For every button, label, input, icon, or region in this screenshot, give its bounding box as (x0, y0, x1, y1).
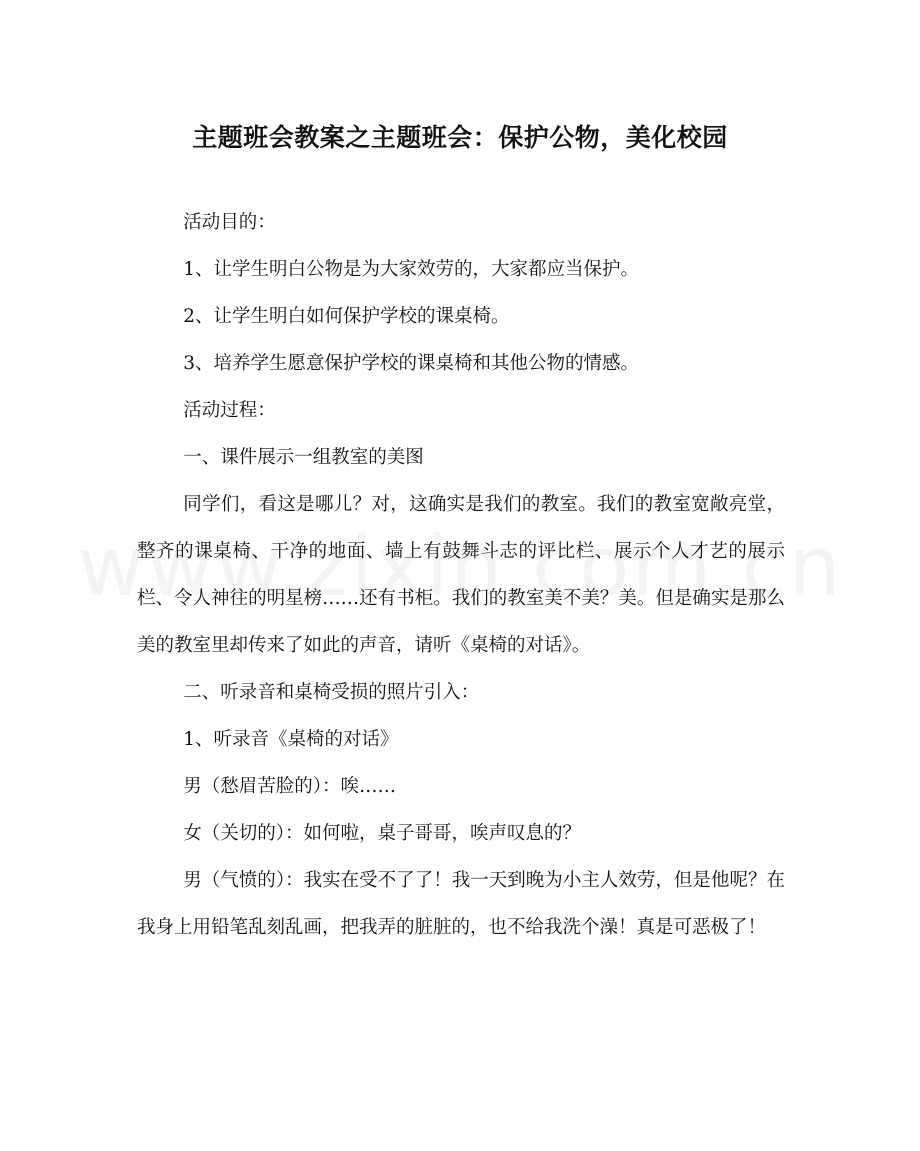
paragraph-listen-recording: 1、听录音《桌椅的对话》 (183, 729, 399, 750)
paragraph-activity-goal-heading: 活动目的： (183, 212, 276, 233)
paragraph-goal-1: 1、让学生明白公物是为大家效劳的，大家都应当保护。 (183, 259, 640, 280)
paragraph-dialogue-1: 男（愁眉苦脸的）：唉…… (183, 776, 397, 797)
document-body (137, 199, 785, 951)
paragraph-section-1-heading: 一、课件展示一组教室的美图 (183, 447, 424, 468)
paragraph-dialogue-2: 女（关切的）：如何啦，桌子哥哥，唉声叹息的？ (183, 823, 582, 844)
paragraph-classroom-description: 同学们，看这是哪儿？对，这确实是我们的教室。我们的教室宽敞亮堂，整齐的课桌椅、干净的地面、墙上有鼓舞斗志的评比栏、展示个人才艺的展示栏、令人神往的明星榜……还有书柜。我们的教室美不美？美。但是确实是那么美的教室里却传来了如此的声音，请听《桌椅的对话》。 (137, 494, 785, 656)
paragraph-dialogue-3: 男（气愤的）：我实在受不了了！我一天到晚为小主人效劳，但是他呢？在我身上用铅笔乱刻乱画，把我弄的脏脏的，也不给我洗个澡！真是可恶极了！ (137, 870, 785, 938)
document-title: 主题班会教案之主题班会：保护公物，美化校园 (192, 123, 728, 152)
paragraph-activity-process-heading: 活动过程： (183, 400, 276, 421)
paragraph-goal-3: 3、培养学生愿意保护学校的课桌椅和其他公物的情感。 (183, 353, 640, 374)
paragraph-goal-2: 2、让学生明白如何保护学校的课桌椅。 (183, 306, 510, 327)
paragraph-section-2-heading: 二、听录音和桌椅受损的照片引入： (183, 682, 480, 703)
